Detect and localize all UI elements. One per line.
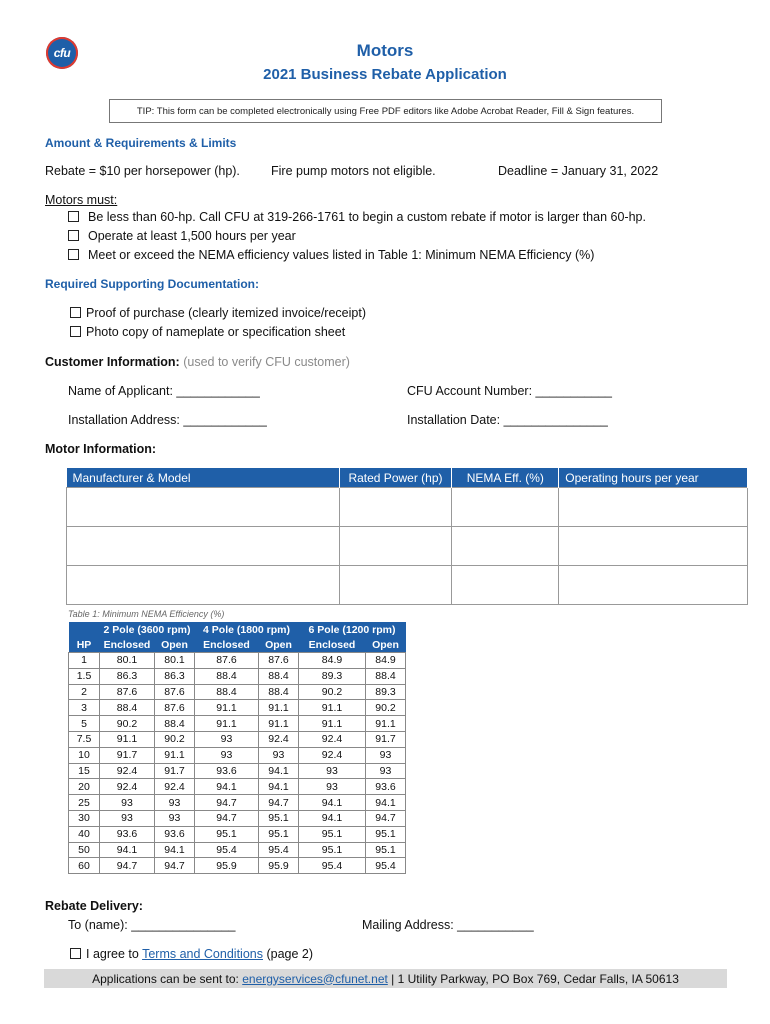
agree-prefix: I agree to [86,947,139,961]
efficiency-cell: 94.1 [299,810,366,826]
table-row [69,826,406,842]
efficiency-cell: 95.9 [195,858,259,874]
motors-must-heading: Motors must: [45,193,118,207]
group-header-2pole: 2 Pole (3600 rpm) [100,622,195,637]
col-rated-power: Rated Power (hp) [339,468,452,488]
efficiency-cell: 94.1 [195,779,259,795]
col-operating-hours: Operating hours per year [559,468,748,488]
hp-cell: 10 [69,747,100,763]
efficiency-cell: 91.1 [195,700,259,716]
efficiency-cell: 95.1 [195,826,259,842]
agree-terms-row[interactable] [70,947,313,961]
efficiency-cell: 94.7 [195,810,259,826]
table-row [69,731,406,747]
mailing-address-field[interactable]: Mailing Address: ___________ [362,918,534,932]
hp-cell: 25 [69,795,100,811]
customer-heading: Customer Information: [45,355,180,369]
efficiency-cell: 80.1 [100,653,155,669]
installation-address-field[interactable]: Installation Address: ____________ [68,413,267,427]
table-row [69,858,406,874]
requirement-item[interactable]: Operate at least 1,500 hours per year [68,229,296,243]
agree-suffix: (page 2) [266,947,314,961]
efficiency-cell: 93 [100,795,155,811]
efficiency-cell: 94.1 [259,779,299,795]
table-row [69,653,406,669]
input-cell[interactable] [559,488,748,527]
terms-link[interactable]: Terms and Conditions [142,947,263,961]
motor-info-table [66,468,748,605]
motor-info-heading: Motor Information: [45,442,157,456]
efficiency-cell: 94.1 [366,795,406,811]
efficiency-cell: 93 [259,747,299,763]
table-row [69,763,406,779]
table-caption: Table 1: Minimum NEMA Efficiency (%) [68,609,225,619]
sub-header: Enclosed [195,637,259,653]
checkbox[interactable] [70,326,81,337]
requirement-item[interactable]: Meet or exceed the NEMA efficiency values listed in Table 1: Minimum NEMA Efficiency (%) [68,248,594,262]
footer-prefix: Applications can be sent to: [92,971,239,986]
efficiency-cell: 95.1 [259,810,299,826]
efficiency-cell: 93 [195,747,259,763]
input-cell[interactable] [452,527,559,566]
efficiency-cell: 88.4 [155,716,195,732]
efficiency-cell: 91.1 [259,700,299,716]
efficiency-cell: 87.6 [195,653,259,669]
table-row [69,668,406,684]
efficiency-cell: 91.7 [155,763,195,779]
efficiency-cell: 94.7 [259,795,299,811]
sub-header: Open [155,637,195,653]
efficiency-cell: 95.1 [366,842,406,858]
efficiency-cell: 93.6 [366,779,406,795]
checkbox[interactable] [68,249,79,260]
efficiency-cell: 94.1 [299,795,366,811]
efficiency-cell: 93 [366,763,406,779]
efficiency-cell: 95.1 [299,842,366,858]
checkbox[interactable] [70,307,81,318]
documentation-item[interactable]: Proof of purchase (clearly itemized invoice/receipt) [70,306,366,320]
group-header-4pole: 4 Pole (1800 rpm) [195,622,299,637]
efficiency-cell: 87.6 [155,684,195,700]
efficiency-cell: 95.4 [259,842,299,858]
efficiency-cell: 90.2 [155,731,195,747]
account-number-field[interactable]: CFU Account Number: ___________ [407,384,612,398]
input-cell[interactable] [67,527,340,566]
fire-pump-text: Fire pump motors not eligible. [271,164,436,178]
hp-group-header [69,622,100,637]
sub-header: Open [366,637,406,653]
footer-bar [44,969,727,988]
footer-address: | 1 Utility Parkway, PO Box 769, Cedar Falls, IA 50613 [391,971,679,986]
efficiency-cell: 91.1 [299,700,366,716]
delivery-heading: Rebate Delivery: [45,899,143,913]
efficiency-cell: 92.4 [155,779,195,795]
efficiency-cell: 86.3 [155,668,195,684]
sub-header: Open [259,637,299,653]
efficiency-cell: 92.4 [100,763,155,779]
efficiency-cell: 91.1 [259,716,299,732]
efficiency-cell: 93 [100,810,155,826]
checkbox[interactable] [68,230,79,241]
efficiency-cell: 92.4 [299,731,366,747]
efficiency-cell: 95.4 [195,842,259,858]
rebate-text: Rebate = $10 per horsepower (hp). [45,164,240,178]
efficiency-cell: 94.7 [366,810,406,826]
efficiency-cell: 92.4 [299,747,366,763]
efficiency-cell: 93 [299,779,366,795]
nema-efficiency-table [68,622,406,874]
customer-heading-row [45,355,350,369]
efficiency-cell: 87.6 [100,684,155,700]
hp-cell: 3 [69,700,100,716]
hp-cell: 5 [69,716,100,732]
efficiency-cell: 91.7 [100,747,155,763]
input-cell[interactable] [452,566,559,605]
efficiency-cell: 90.2 [299,684,366,700]
efficiency-cell: 93 [299,763,366,779]
input-cell[interactable] [67,566,340,605]
hp-cell: 2 [69,684,100,700]
efficiency-cell: 93.6 [100,826,155,842]
hp-cell: 1.5 [69,668,100,684]
hp-cell: 7.5 [69,731,100,747]
group-header-6pole: 6 Pole (1200 rpm) [299,622,406,637]
page-subtitle: 2021 Business Rebate Application [263,66,507,83]
table-row [69,747,406,763]
hp-cell: 1 [69,653,100,669]
efficiency-cell: 95.4 [366,858,406,874]
efficiency-cell: 88.4 [195,684,259,700]
page-title: Motors [356,41,414,60]
efficiency-cell: 93 [366,747,406,763]
efficiency-cell: 91.1 [366,716,406,732]
customer-note: (used to verify CFU customer) [183,355,350,369]
efficiency-cell: 88.4 [259,668,299,684]
recipient-name-field[interactable]: To (name): _______________ [68,918,236,932]
input-cell[interactable] [559,566,748,605]
input-cell[interactable] [559,527,748,566]
efficiency-cell: 88.4 [366,668,406,684]
documentation-heading: Required Supporting Documentation: [45,277,259,291]
input-cell[interactable] [339,527,452,566]
efficiency-cell: 95.9 [259,858,299,874]
efficiency-cell: 90.2 [366,700,406,716]
documentation-item[interactable]: Photo copy of nameplate or specification sheet [70,325,345,339]
efficiency-cell: 94.7 [100,858,155,874]
efficiency-cell: 94.1 [155,842,195,858]
hp-cell: 30 [69,810,100,826]
deadline-text: Deadline = January 31, 2022 [498,164,659,178]
efficiency-cell: 95.1 [299,826,366,842]
sub-header: HP [69,637,100,653]
efficiency-cell: 95.1 [259,826,299,842]
table-row [67,488,748,527]
hp-cell: 20 [69,779,100,795]
efficiency-cell: 95.4 [299,858,366,874]
efficiency-cell: 89.3 [299,668,366,684]
input-cell[interactable] [452,488,559,527]
efficiency-cell: 93 [155,810,195,826]
col-nema-eff: NEMA Eff. (%) [452,468,559,488]
efficiency-cell: 88.4 [100,700,155,716]
table-row [69,810,406,826]
logo-text: cfu [53,46,71,60]
table-row [69,779,406,795]
table-row [69,700,406,716]
efficiency-cell: 91.1 [299,716,366,732]
input-cell[interactable] [339,488,452,527]
efficiency-cell: 91.1 [195,716,259,732]
table-row [69,684,406,700]
efficiency-cell: 92.4 [100,779,155,795]
efficiency-cell: 86.3 [100,668,155,684]
efficiency-cell: 95.1 [366,826,406,842]
efficiency-cell: 91.1 [155,747,195,763]
efficiency-cell: 94.1 [259,763,299,779]
table-row [69,842,406,858]
table-row [67,566,748,605]
hp-cell: 15 [69,763,100,779]
efficiency-cell: 93.6 [155,826,195,842]
requirement-item[interactable]: Be less than 60-hp. Call CFU at 319-266-1761 to begin a custom rebate if motor is larger than 60-hp. [68,210,646,224]
installation-date-field[interactable]: Installation Date: _______________ [407,413,608,427]
tip-box: TIP: This form can be completed electronically using Free PDF editors like Adobe Acrobat Reader, Fill & Sign features. [109,99,662,123]
efficiency-cell: 91.1 [100,731,155,747]
email-link[interactable]: energyservices@cfunet.net [242,971,388,986]
efficiency-cell: 89.3 [366,684,406,700]
amounts-heading: Amount & Requirements & Limits [45,136,237,150]
efficiency-cell: 91.7 [366,731,406,747]
efficiency-cell: 84.9 [366,653,406,669]
input-cell[interactable] [339,566,452,605]
applicant-name-field[interactable]: Name of Applicant: ____________ [68,384,260,398]
sub-header: Enclosed [100,637,155,653]
col-manufacturer: Manufacturer & Model [67,468,340,488]
efficiency-cell: 93 [195,731,259,747]
efficiency-cell: 93 [155,795,195,811]
table-row [69,716,406,732]
input-cell[interactable] [67,488,340,527]
efficiency-cell: 84.9 [299,653,366,669]
efficiency-cell: 80.1 [155,653,195,669]
table-row [69,795,406,811]
efficiency-cell: 94.7 [195,795,259,811]
agree-checkbox[interactable] [70,948,81,959]
efficiency-cell: 92.4 [259,731,299,747]
sub-header: Enclosed [299,637,366,653]
efficiency-cell: 88.4 [259,684,299,700]
efficiency-cell: 94.1 [100,842,155,858]
hp-cell: 60 [69,858,100,874]
efficiency-cell: 90.2 [100,716,155,732]
efficiency-cell: 87.6 [155,700,195,716]
table-row [67,527,748,566]
hp-cell: 50 [69,842,100,858]
efficiency-cell: 94.7 [155,858,195,874]
efficiency-cell: 93.6 [195,763,259,779]
efficiency-cell: 87.6 [259,653,299,669]
hp-cell: 40 [69,826,100,842]
checkbox[interactable] [68,211,79,222]
efficiency-cell: 88.4 [195,668,259,684]
